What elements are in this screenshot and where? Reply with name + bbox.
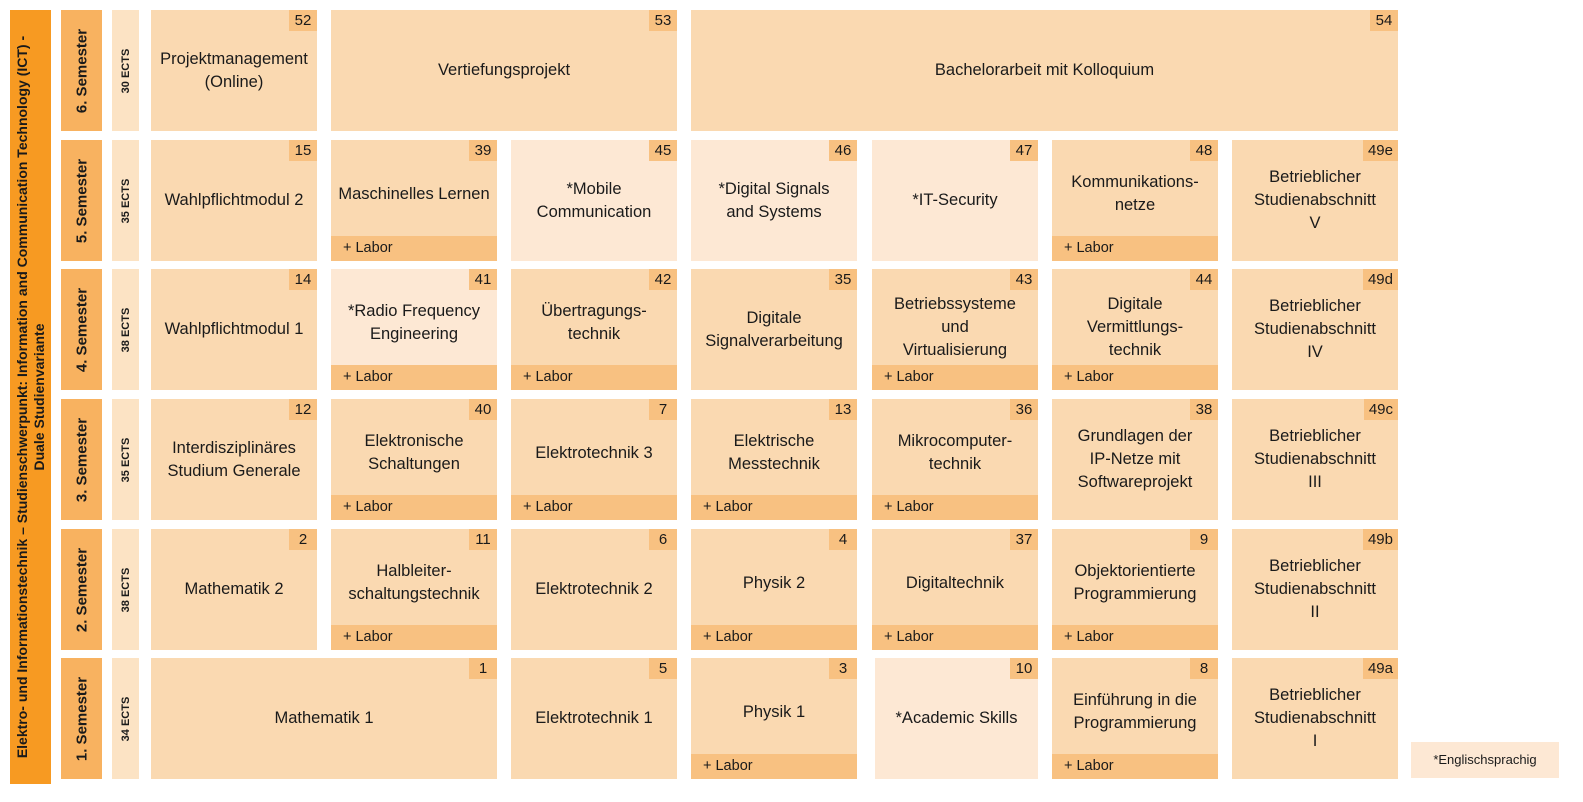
- ects-value: 35 ECTS: [119, 437, 132, 482]
- module-title: [151, 318, 317, 341]
- module-box: [151, 529, 317, 650]
- module-title-line: *Academic Skills: [895, 709, 1018, 727]
- module-title-line: I: [1312, 732, 1318, 750]
- module-title-line: Digitaltechnik: [905, 573, 1005, 592]
- ects-value: 34 ECTS: [119, 696, 132, 741]
- module-number: 14: [289, 269, 317, 290]
- module-number: 36: [1010, 399, 1038, 420]
- module-title-line: Wahlpflichtmodul 1: [164, 320, 304, 338]
- module-box: [331, 10, 677, 131]
- module-box: [511, 658, 677, 779]
- module-title-line: Vermittlungs-: [1086, 318, 1184, 336]
- module-number: 54: [1370, 10, 1398, 31]
- module-title: [151, 707, 497, 730]
- module-title: [511, 442, 677, 465]
- semester-label-text: 4. Semester: [73, 287, 90, 372]
- module-title-line: technik: [1108, 341, 1162, 359]
- module-title-line: Betrieblicher: [1269, 686, 1361, 704]
- module-title: [875, 707, 1038, 730]
- module-title-line: and Systems: [726, 202, 822, 221]
- module-title: [151, 437, 317, 483]
- module-box: [1052, 529, 1218, 650]
- module-title-line: Studienabschnitt: [1253, 450, 1376, 468]
- labor-tag: + Labor: [1052, 625, 1218, 650]
- ects-value: 30 ECTS: [119, 48, 132, 93]
- module-title-line: Digitale: [746, 308, 802, 327]
- ects-label: [112, 269, 139, 390]
- module-title-line: Programmierung: [1073, 714, 1197, 732]
- module-title-line: V: [1309, 214, 1321, 232]
- program-title: Elektro- und Informationstechnik – Studienschwerpunkt: Information and Communication Technology (ICT) - Duale Studienvariante: [13, 35, 47, 759]
- ects-label: [112, 529, 139, 650]
- ects-value: 35 ECTS: [119, 178, 132, 223]
- legend-english-note: *Englischsprachig: [1411, 742, 1559, 778]
- module-box: [691, 140, 857, 261]
- module-box: [691, 529, 857, 650]
- module-number: 38: [1190, 399, 1218, 420]
- module-title-line: und: [941, 318, 969, 336]
- module-box: [691, 658, 857, 779]
- module-title: [1232, 555, 1398, 624]
- module-box: [151, 269, 317, 390]
- module-number: 53: [649, 10, 677, 31]
- module-title-line: Mikrocomputer-: [897, 432, 1013, 450]
- module-title: [872, 189, 1038, 212]
- module-number: 2: [289, 529, 317, 550]
- module-title-line: Mathematik 2: [184, 580, 284, 598]
- semester-label: [61, 658, 102, 779]
- module-title-line: Programmierung: [1073, 585, 1197, 603]
- semester-label-text: 6. Semester: [73, 28, 90, 113]
- module-number: 11: [469, 529, 497, 550]
- module-title-line: Physik 2: [742, 573, 806, 592]
- labor-tag: + Labor: [331, 365, 497, 390]
- semester-label-text: 3. Semester: [73, 417, 90, 502]
- module-number: 6: [649, 529, 677, 550]
- module-title-line: Communication: [536, 202, 652, 221]
- labor-tag: + Labor: [1052, 236, 1218, 261]
- module-title-line: Bachelorarbeit mit Kolloquium: [934, 61, 1155, 79]
- module-box: [872, 399, 1038, 520]
- module-number: 45: [649, 140, 677, 161]
- module-number: 41: [469, 269, 497, 290]
- module-title-line: Betriebssysteme: [894, 295, 1016, 313]
- ects-label: [112, 140, 139, 261]
- module-title-line: Physik 1: [742, 702, 806, 721]
- module-box: [511, 529, 677, 650]
- module-title: [1052, 689, 1218, 735]
- module-title-line: technik: [928, 455, 982, 473]
- labor-tag: + Labor: [872, 495, 1038, 520]
- module-title-line: Wahlpflichtmodul 2: [164, 191, 304, 209]
- module-box: [511, 399, 677, 520]
- module-box: [1052, 140, 1218, 261]
- module-title: [1052, 425, 1218, 494]
- module-box: [331, 269, 497, 390]
- module-number: 39: [469, 140, 497, 161]
- module-number: 48: [1190, 140, 1218, 161]
- module-title: [331, 430, 497, 476]
- semester-label: [61, 140, 102, 261]
- module-number: 13: [829, 399, 857, 420]
- labor-tag: + Labor: [511, 495, 677, 520]
- module-title: [691, 59, 1398, 82]
- semester-label: [61, 269, 102, 390]
- labor-tag: + Labor: [331, 625, 497, 650]
- module-title-line: *Radio Frequency: [347, 302, 481, 320]
- module-number: 7: [649, 399, 677, 420]
- module-title-line: (Online): [204, 72, 264, 91]
- module-title-line: Studienabschnitt: [1253, 191, 1376, 209]
- module-box: [1232, 529, 1398, 650]
- module-box: [872, 269, 1038, 390]
- module-title-line: Elektrische: [733, 432, 815, 450]
- module-title-line: Studienabschnitt: [1253, 709, 1376, 727]
- module-title-line: IP-Netze mit: [1089, 450, 1181, 468]
- module-box: [872, 529, 1038, 650]
- module-title: [151, 578, 317, 601]
- module-title-line: Grundlagen der: [1077, 427, 1193, 445]
- module-box: [1052, 269, 1218, 390]
- module-title-line: Engineering: [369, 325, 459, 343]
- labor-tag: + Labor: [331, 495, 497, 520]
- module-number: 43: [1010, 269, 1038, 290]
- module-title: [331, 59, 677, 82]
- module-number: 47: [1010, 140, 1038, 161]
- semester-label: [61, 10, 102, 131]
- module-title-line: Einführung in die: [1073, 691, 1197, 709]
- module-title-line: III: [1308, 473, 1322, 491]
- module-number: 1: [469, 658, 497, 679]
- labor-tag: + Labor: [1052, 365, 1218, 390]
- module-title-line: Projektmanagement: [160, 49, 308, 68]
- module-title: [691, 430, 857, 476]
- module-box: [331, 140, 497, 261]
- module-number: 5: [649, 658, 677, 679]
- module-title: [331, 560, 497, 606]
- module-title: [1232, 425, 1398, 494]
- module-title: [691, 701, 857, 724]
- module-title-line: Elektronische: [364, 432, 464, 450]
- module-title: [511, 300, 677, 346]
- module-box: [1232, 658, 1398, 779]
- module-title-line: Übertragungs-: [541, 302, 647, 320]
- module-title: [1232, 684, 1398, 753]
- module-box: [875, 658, 1038, 779]
- module-title: [691, 572, 857, 595]
- module-title: [151, 48, 317, 94]
- module-title-line: Softwareprojekt: [1077, 473, 1193, 491]
- module-title: [331, 300, 497, 346]
- module-number: 49a: [1363, 658, 1398, 679]
- module-box: [1232, 399, 1398, 520]
- module-number: 49e: [1363, 140, 1398, 161]
- module-title-line: Digitale: [1107, 295, 1163, 313]
- module-number: 46: [829, 140, 857, 161]
- module-box: [511, 140, 677, 261]
- module-number: 10: [1010, 658, 1038, 679]
- module-box: [331, 399, 497, 520]
- module-number: 12: [289, 399, 317, 420]
- module-number: 49c: [1364, 399, 1398, 420]
- module-title: [1232, 166, 1398, 235]
- module-title-line: schaltungstechnik: [348, 585, 480, 603]
- labor-tag: + Labor: [872, 625, 1038, 650]
- ects-label: [112, 10, 139, 131]
- labor-tag: + Labor: [691, 495, 857, 520]
- semester-label-text: 2. Semester: [73, 547, 90, 632]
- module-box: [511, 269, 677, 390]
- module-title-line: Betrieblicher: [1269, 168, 1361, 186]
- module-title: [1052, 171, 1218, 217]
- ects-value: 38 ECTS: [119, 567, 132, 612]
- module-title-line: Elektrotechnik 1: [535, 709, 653, 727]
- module-box: [331, 529, 497, 650]
- module-title-line: netze: [1114, 196, 1156, 214]
- module-title-line: technik: [567, 325, 621, 343]
- module-box: [1052, 658, 1218, 779]
- module-title-line: Studienabschnitt: [1253, 320, 1376, 338]
- module-number: 40: [469, 399, 497, 420]
- module-title-line: Vertiefungsprojekt: [437, 61, 571, 79]
- ects-value: 38 ECTS: [119, 307, 132, 352]
- module-title-line: *IT-Security: [912, 191, 998, 209]
- module-title-line: Virtualisierung: [902, 341, 1008, 359]
- module-title-line: Halbleiter-: [376, 562, 452, 580]
- module-title-line: Mathematik 1: [274, 709, 374, 727]
- module-title-line: Signalverarbeitung: [705, 331, 843, 350]
- module-title-line: Studienabschnitt: [1253, 580, 1376, 598]
- module-box: [151, 10, 317, 131]
- labor-tag: + Labor: [511, 365, 677, 390]
- module-box: [151, 140, 317, 261]
- module-title: [1052, 560, 1218, 606]
- module-box: [1052, 399, 1218, 520]
- module-number: 4: [829, 529, 857, 550]
- module-title-line: Objektorientierte: [1074, 562, 1196, 580]
- module-box: [691, 269, 857, 390]
- module-title: [511, 707, 677, 730]
- module-title: [511, 178, 677, 224]
- module-box: [872, 140, 1038, 261]
- module-box: [1232, 269, 1398, 390]
- module-number: 3: [829, 658, 857, 679]
- labor-tag: + Labor: [1052, 754, 1218, 779]
- module-title: [151, 189, 317, 212]
- program-title-bar: [10, 10, 51, 784]
- module-number: 9: [1190, 529, 1218, 550]
- module-title-line: Betrieblicher: [1269, 297, 1361, 315]
- module-title-line: Maschinelles Lernen: [338, 184, 490, 203]
- module-box: [151, 658, 497, 779]
- module-title-line: *Mobile: [566, 179, 622, 198]
- semester-label-text: 5. Semester: [73, 158, 90, 243]
- module-number: 15: [289, 140, 317, 161]
- module-title-line: IV: [1307, 343, 1323, 361]
- module-title-line: *Digital Signals: [718, 179, 830, 198]
- ects-label: [112, 658, 139, 779]
- module-title-line: Schaltungen: [368, 455, 460, 473]
- module-box: [151, 399, 317, 520]
- module-number: 42: [649, 269, 677, 290]
- module-title-line: Elektrotechnik 2: [535, 580, 653, 598]
- module-number: 37: [1010, 529, 1038, 550]
- module-number: 44: [1190, 269, 1218, 290]
- module-title: [1232, 295, 1398, 364]
- module-box: [691, 399, 857, 520]
- module-number: 49b: [1363, 529, 1398, 550]
- module-number: 49d: [1363, 269, 1398, 290]
- module-title: [691, 178, 857, 224]
- labor-tag: + Labor: [691, 625, 857, 650]
- module-title-line: Studium Generale: [167, 461, 301, 480]
- module-number: 52: [289, 10, 317, 31]
- module-title-line: Kommunikations-: [1071, 173, 1199, 191]
- module-title: [872, 430, 1038, 476]
- semester-label-text: 1. Semester: [73, 676, 90, 761]
- labor-tag: + Labor: [331, 236, 497, 261]
- module-title: [331, 183, 497, 206]
- module-box: [691, 10, 1398, 131]
- module-title-line: II: [1310, 603, 1320, 621]
- module-box: [1232, 140, 1398, 261]
- module-title-line: Betrieblicher: [1269, 427, 1361, 445]
- module-title: [1052, 293, 1218, 362]
- module-title: [872, 572, 1038, 595]
- semester-label: [61, 529, 102, 650]
- module-number: 35: [829, 269, 857, 290]
- module-title-line: Betrieblicher: [1269, 557, 1361, 575]
- module-title-line: Elektrotechnik 3: [535, 443, 653, 462]
- labor-tag: + Labor: [872, 365, 1038, 390]
- ects-label: [112, 399, 139, 520]
- module-title: [511, 578, 677, 601]
- semester-label: [61, 399, 102, 520]
- module-title-line: Interdisziplinäres: [172, 438, 296, 457]
- module-title: [872, 293, 1038, 362]
- module-number: 8: [1190, 658, 1218, 679]
- labor-tag: + Labor: [691, 754, 857, 779]
- module-title: [691, 307, 857, 353]
- module-title-line: Messtechnik: [728, 455, 820, 473]
